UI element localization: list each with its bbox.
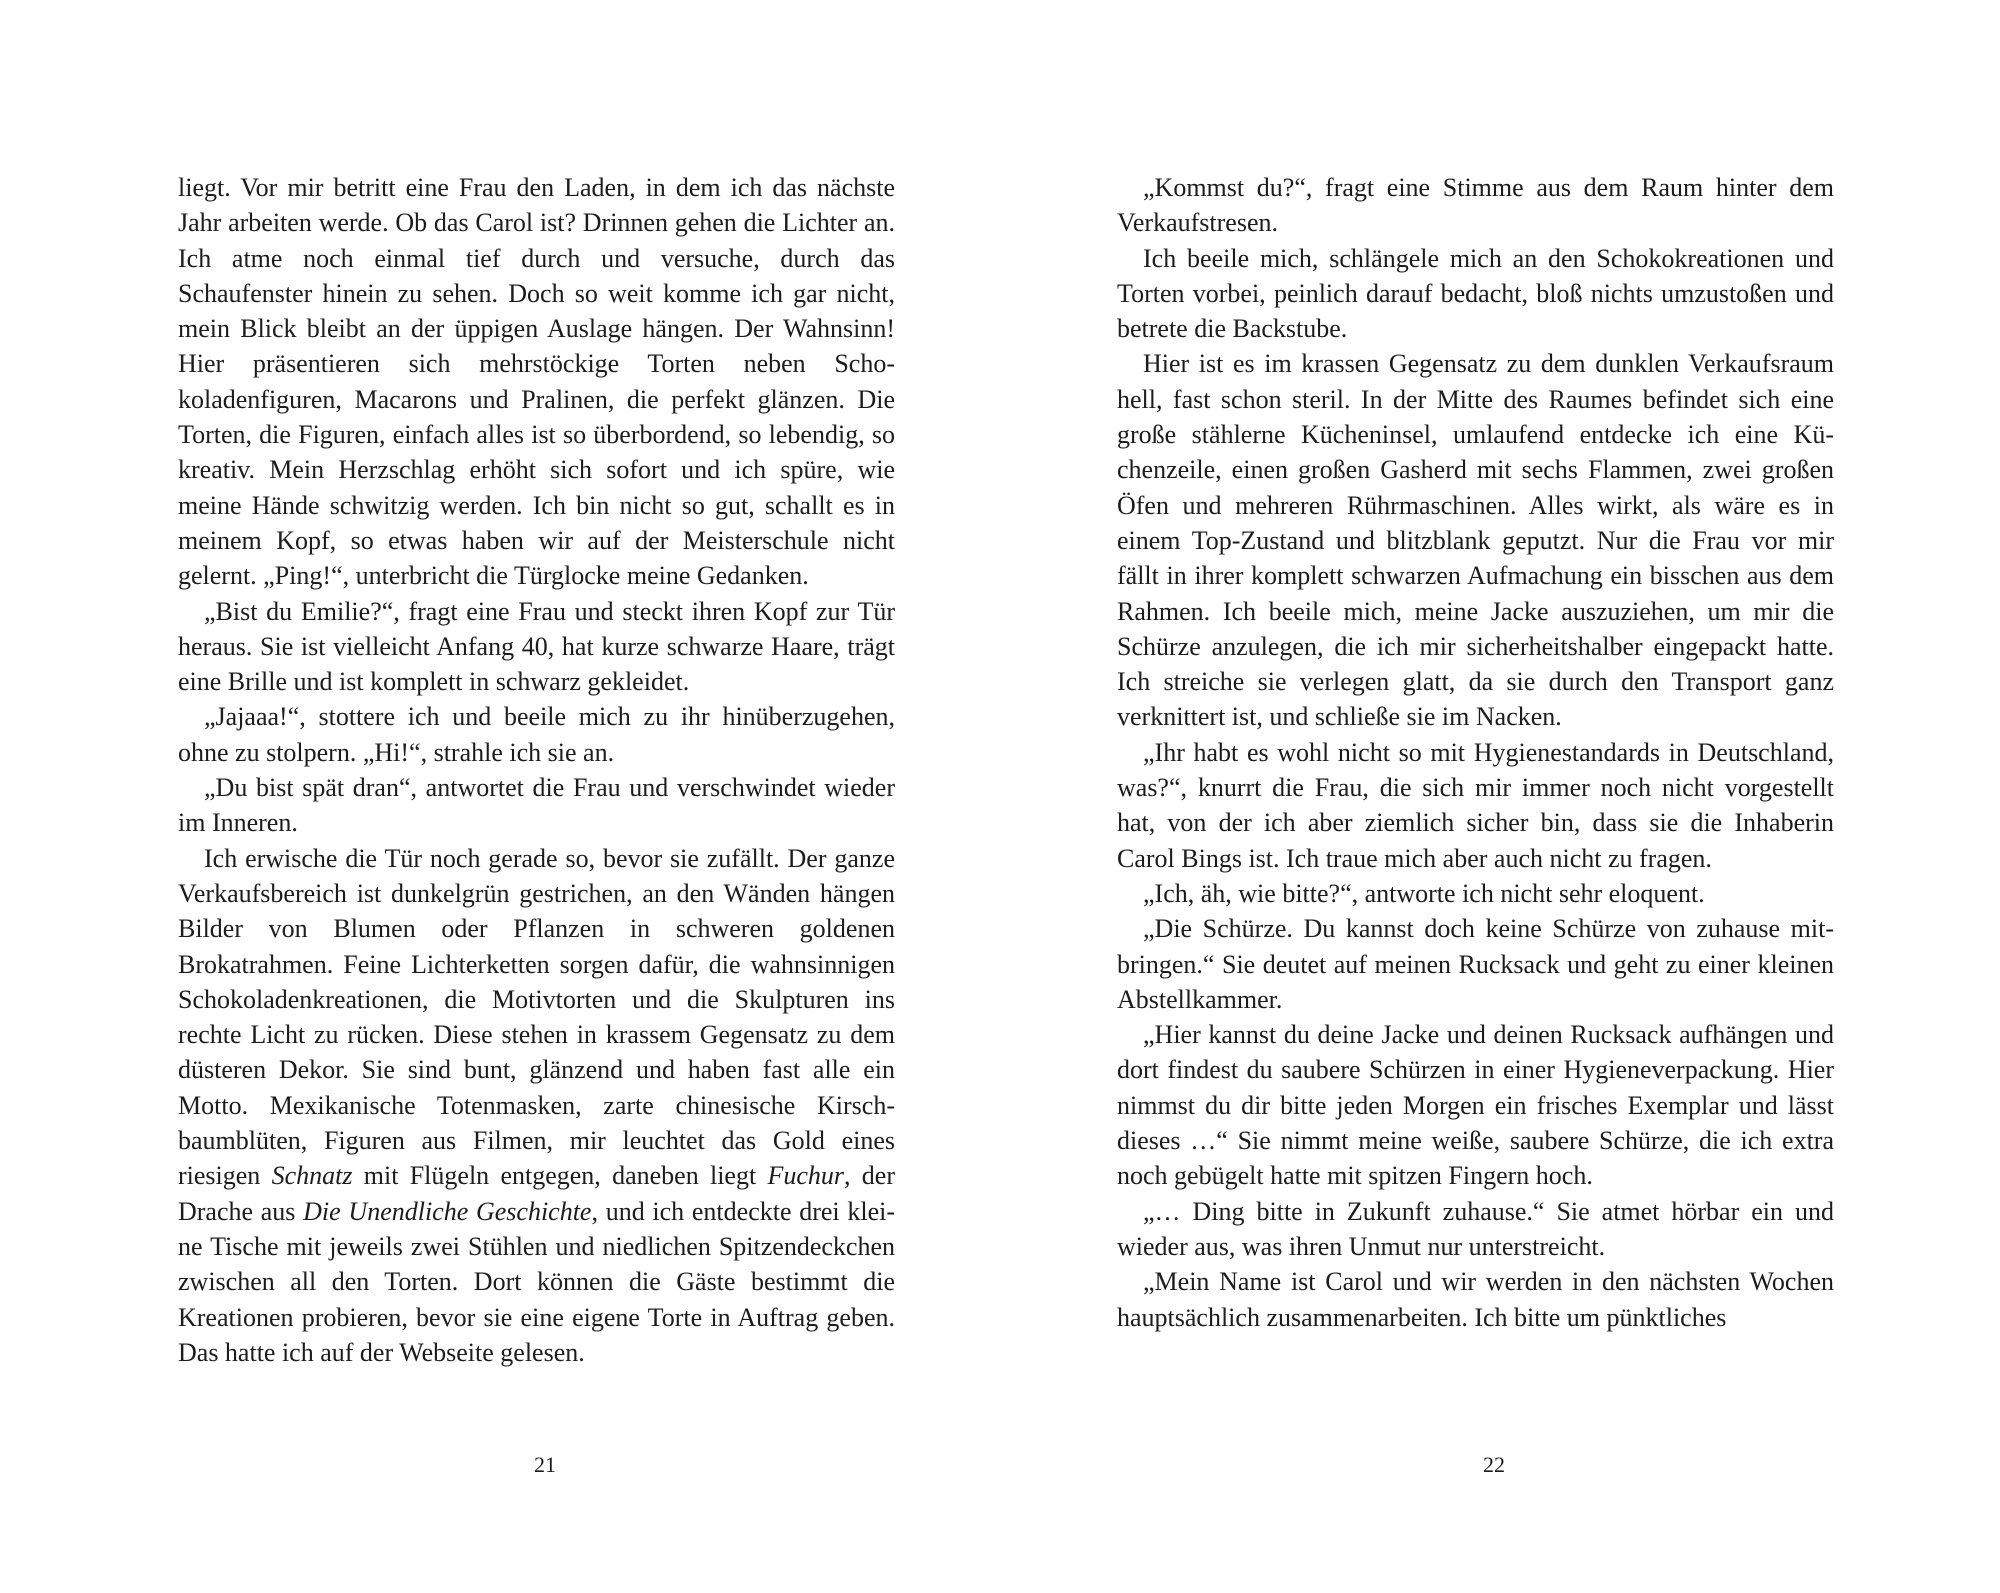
paragraph <box>178 841 895 1370</box>
right-page <box>1117 170 1834 1335</box>
paragraph: „Ich, äh, wie bitte?“, antworte ich nicht sehr eloquent. <box>1143 878 1705 908</box>
paragraph: „Ihr habt es wohl nicht so mit Hygienestandards in Deutschland, was?“, knurrt die Frau, die sich mir immer noch nicht vorgestellt hat, von der ich aber ziemlich sicher bin, dass sie die Inhaberin Carol Bings ist. Ich traue mich aber auch nicht zu fragen. <box>1117 737 1834 873</box>
paragraph: „Hier kannst du deine Jacke und deinen Rucksack aufhängen und dort findest du saubere Schürzen in einer Hygieneverpackung. Hier nimmst du dir bitte jeden Morgen ein frisches Exemplar und lässt dieses …“ Sie nimmt meine weiße, saubere Schürze, die ich extra noch gebügelt hatte mit spitzen Fingern hoch. <box>1117 1020 1834 1191</box>
left-page <box>178 170 895 1370</box>
paragraph: „Du bist spät dran“, antwortet die Frau und verschwindet wieder im Inneren. <box>178 773 895 838</box>
paragraph-segment: Ich erwische die Tür noch gerade so, bevor sie zufällt. Der ganze Verkaufsbereich ist dunkelgrün gestrichen, an den Wänden hängen Bilder von Blumen oder Pflanzen in schweren goldenen Brokatrahmen. Feine Lichterketten sorgen dafür, die wahnsinnigen Schokoladenkreationen, die Motivtorten und die Skulpturen ins rechte Licht zu rücken. Diese stehen in krassem Gegensatz zu dem düsteren Dekor. Sie sind bunt, glänzend und haben fast alle ein Motto. Mexikanische Totenmasken, zarte chinesische Kirschbaumblüten, Figuren aus Filmen, mir leuchtet das Gold eines riesigen <box>178 843 895 1191</box>
paragraph: „Mein Name ist Carol und wir werden in den nächsten Wochen hauptsächlich zusammenarbeiten. Ich bitte um pünktliches <box>1117 1267 1834 1332</box>
paragraph: Hier ist es im krassen Gegensatz zu dem dunklen Verkaufsraum hell, fast schon steril. In der Mitte des Raumes befindet sich eine große stählerne Kücheninsel, umlaufend entdecke ich eine Küchenzeile, einen großen Gasherd mit sechs Flammen, zwei großen Öfen und mehreren Rührmaschinen. Alles wirkt, als wäre es in einem Top-Zustand und blitzblank geputzt. Nur die Frau vor mir fällt in ihrer komplett schwarzen Aufmachung ein bisschen aus dem Rahmen. Ich beeile mich, meine Jacke auszuziehen, um mir die Schürze anzulegen, die ich mir sicherheitshalber eingepackt hatte. Ich streiche sie verlegen glatt, da sie durch den Transport ganz verknittert ist, und schließe sie im Nacken. <box>1117 349 1834 732</box>
paragraph: „Jajaaa!“, stottere ich und beeile mich zu ihr hinüberzugehen, ohne zu stolpern. „Hi!“, strahle ich sie an. <box>178 702 895 767</box>
paragraph: „Kommst du?“, fragt eine Stimme aus dem Raum hinter dem Verkaufstresen. <box>1117 173 1834 238</box>
paragraph: „Bist du Emilie?“, fragt eine Frau und steckt ihren Kopf zur Tür heraus. Sie ist vielleicht Anfang 40, hat kurze schwarze Haare, trägt eine Brille und ist komplett in schwarz gekleidet. <box>178 596 895 697</box>
paragraph-segment: , und ich entdeckte drei kleine Tische mit jeweils zwei Stühlen und niedlichen Spitzendeckchen zwischen all den Torten. Dort können die Gäste bestimmt die Kreationen probieren, bevor sie eine eigene Torte in Auftrag geben. Das hatte ich auf der Webseite gelesen. <box>178 1196 896 1367</box>
paragraph: „Die Schürze. Du kannst doch keine Schürze von zuhause mitbringen.“ Sie deutet auf meinen Rucksack und geht zu einer kleinen Abstellkammer. <box>1117 914 1834 1014</box>
paragraph-segment: mit Flügeln entgegen, daneben liegt <box>363 1161 757 1191</box>
page-number-right: 22 <box>1483 1452 1505 1477</box>
italic-title: Fuchur <box>767 1161 845 1191</box>
paragraph: Ich beeile mich, schlängele mich an den Schokokreationen und Torten vorbei, peinlich darauf bedacht, bloß nichts umzustoßen und betrete die Backstube. <box>1117 243 1834 344</box>
italic-title: Schnatz <box>271 1161 353 1191</box>
paragraph: „… Ding bitte in Zukunft zuhause.“ Sie atmet hörbar ein und wieder aus, was ihren Unmut nur unterstreicht. <box>1117 1196 1834 1261</box>
page-number-left: 21 <box>534 1452 556 1477</box>
right-page-text <box>1117 170 1834 1335</box>
italic-title: Die Unendliche Geschichte <box>303 1196 592 1226</box>
paragraph-segment: , der Drache aus <box>178 1161 895 1226</box>
left-page-text <box>178 170 895 1370</box>
paragraph: liegt. Vor mir betritt eine Frau den Laden, in dem ich das nächste Jahr arbeiten werde. Ob das Carol ist? Drinnen gehen die Lichter an. Ich atme noch einmal tief durch und versuche, durch das Schaufenster hinein zu sehen. Doch so weit komme ich gar nicht, mein Blick bleibt an der üppigen Auslage hängen. Der Wahnsinn! Hier präsentieren sich mehrstöckige Torten neben Schokoladenfiguren, Macarons und Pralinen, die perfekt glänzen. Die Torten, die Figuren, einfach alles ist so überbordend, so lebendig, so kreativ. Mein Herzschlag erhöht sich sofort und ich spüre, wie meine Hände schwitzig werden. Ich bin nicht so gut, schallt es in meinem Kopf, so etwas haben wir auf der Meisterschule nicht gelernt. „Ping!“, unterbricht die Türglocke meine Gedanken. <box>178 173 895 591</box>
